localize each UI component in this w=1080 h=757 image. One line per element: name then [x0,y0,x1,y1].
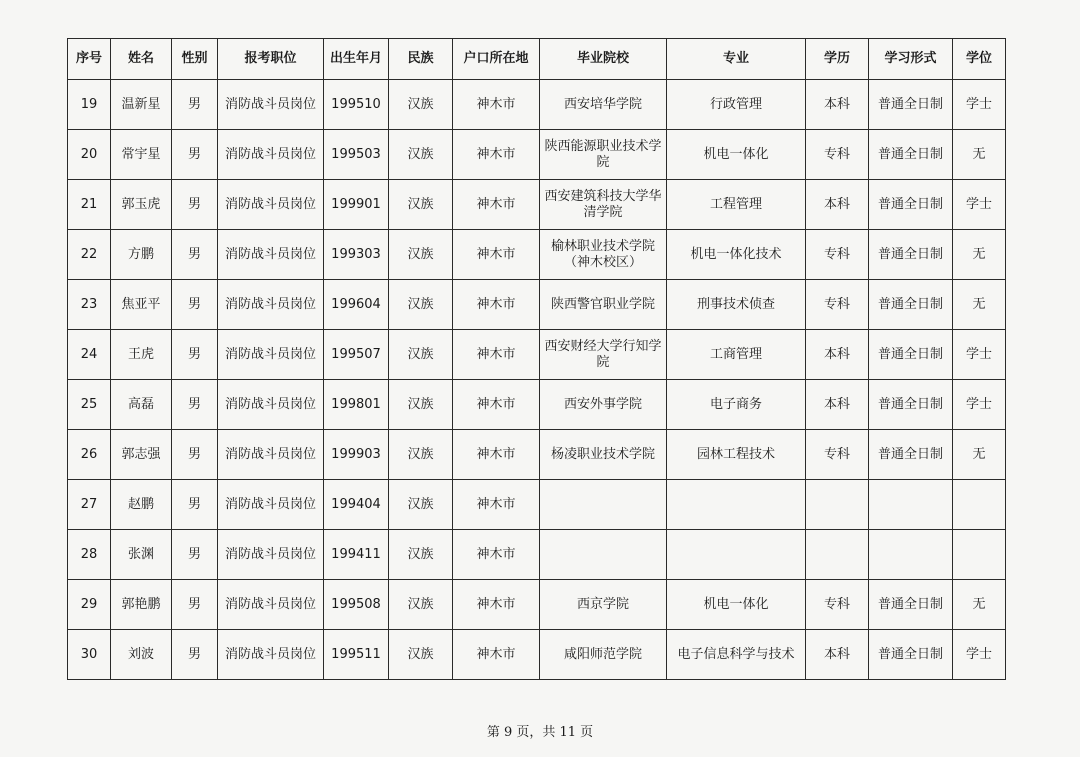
table-cell: 神木市 [453,130,540,180]
table-cell: 30 [68,630,111,680]
table-row [68,430,1006,480]
table-cell: 本科 [806,330,869,380]
table-row [68,480,1006,530]
column-header: 学习形式 [869,39,953,80]
table-cell: 郭志强 [111,430,172,480]
table-cell: 无 [953,280,1006,330]
table-cell: 汉族 [389,180,453,230]
table-cell: 22 [68,230,111,280]
table-cell: 汉族 [389,130,453,180]
table-cell: 199901 [324,180,389,230]
table-cell [540,480,667,530]
table-cell: 199903 [324,430,389,480]
table-cell: 199510 [324,80,389,130]
table-row [68,580,1006,630]
column-header: 性别 [172,39,218,80]
table-cell: 19 [68,80,111,130]
table-cell: 专科 [806,430,869,480]
table-cell [667,480,806,530]
table-cell: 男 [172,130,218,180]
page-footer: 第 9 页，共 11 页 [486,725,594,740]
table-cell: 神木市 [453,380,540,430]
table-cell: 神木市 [453,630,540,680]
table-cell: 汉族 [389,80,453,130]
column-header: 学历 [806,39,869,80]
table-cell: 电子信息科学与技术 [667,630,806,680]
table-cell [953,480,1006,530]
table-cell: 郭玉虎 [111,180,172,230]
candidate-table [67,38,1006,680]
table-cell: 199604 [324,280,389,330]
table-cell [806,530,869,580]
table-cell: 28 [68,530,111,580]
table-row [68,180,1006,230]
table-cell: 咸阳师范学院 [540,630,667,680]
table-cell: 榆林职业技术学院（神木校区） [540,230,667,280]
table-cell: 神木市 [453,530,540,580]
table-cell: 神木市 [453,80,540,130]
table-row [68,80,1006,130]
table-cell: 男 [172,630,218,680]
table-cell: 消防战斗员岗位 [218,80,324,130]
table-cell: 消防战斗员岗位 [218,180,324,230]
table-cell: 无 [953,230,1006,280]
table-cell: 20 [68,130,111,180]
table-cell: 汉族 [389,330,453,380]
table-cell: 普通全日制 [869,80,953,130]
table-cell: 汉族 [389,530,453,580]
table-cell: 学士 [953,180,1006,230]
table-cell: 王虎 [111,330,172,380]
table-cell: 消防战斗员岗位 [218,230,324,280]
table-cell: 24 [68,330,111,380]
table-cell: 郭艳鹏 [111,580,172,630]
table-cell: 普通全日制 [869,430,953,480]
table-header-row [68,39,1006,80]
column-header: 毕业院校 [540,39,667,80]
table-cell: 26 [68,430,111,480]
table-cell: 神木市 [453,330,540,380]
table-cell: 男 [172,580,218,630]
column-header: 专业 [667,39,806,80]
table-cell [869,530,953,580]
table-cell: 专科 [806,280,869,330]
table-cell: 陕西能源职业技术学院 [540,130,667,180]
table-cell: 25 [68,380,111,430]
table-cell: 男 [172,530,218,580]
table-cell: 神木市 [453,580,540,630]
table-cell: 消防战斗员岗位 [218,480,324,530]
table-cell: 21 [68,180,111,230]
table-cell: 行政管理 [667,80,806,130]
table-cell: 消防战斗员岗位 [218,530,324,580]
table-cell: 学士 [953,630,1006,680]
table-cell: 本科 [806,80,869,130]
column-header: 出生年月 [324,39,389,80]
table-cell: 男 [172,180,218,230]
table-cell: 汉族 [389,230,453,280]
table-cell: 无 [953,580,1006,630]
table-cell: 23 [68,280,111,330]
table-cell: 男 [172,430,218,480]
table-row [68,230,1006,280]
table-cell: 男 [172,280,218,330]
table-cell: 常宇星 [111,130,172,180]
table-cell: 电子商务 [667,380,806,430]
table-cell: 消防战斗员岗位 [218,130,324,180]
table-cell: 男 [172,480,218,530]
table-cell: 消防战斗员岗位 [218,380,324,430]
table-cell: 汉族 [389,580,453,630]
table-cell: 普通全日制 [869,380,953,430]
table-cell: 普通全日制 [869,230,953,280]
column-header: 户口所在地 [453,39,540,80]
table-cell: 普通全日制 [869,130,953,180]
table-cell: 男 [172,230,218,280]
column-header: 学位 [953,39,1006,80]
table-cell: 西京学院 [540,580,667,630]
table-body [68,80,1006,680]
table-cell: 方鹏 [111,230,172,280]
table-cell: 学士 [953,80,1006,130]
table-cell: 张渊 [111,530,172,580]
table-cell: 27 [68,480,111,530]
table-cell: 普通全日制 [869,630,953,680]
table-cell: 杨凌职业技术学院 [540,430,667,480]
table-row [68,280,1006,330]
table-cell: 温新星 [111,80,172,130]
column-header: 民族 [389,39,453,80]
table-cell: 普通全日制 [869,180,953,230]
table-cell: 神木市 [453,480,540,530]
table-cell: 焦亚平 [111,280,172,330]
table-cell: 199404 [324,480,389,530]
table-cell [806,480,869,530]
table-cell: 专科 [806,130,869,180]
column-header: 姓名 [111,39,172,80]
table-cell: 机电一体化 [667,580,806,630]
table-row [68,330,1006,380]
table-row [68,130,1006,180]
table-row [68,630,1006,680]
table-cell: 神木市 [453,180,540,230]
table-cell: 男 [172,380,218,430]
table-cell: 工商管理 [667,330,806,380]
table-cell: 199507 [324,330,389,380]
table-cell: 赵鹏 [111,480,172,530]
table-cell: 本科 [806,180,869,230]
table-cell: 西安财经大学行知学院 [540,330,667,380]
table-cell: 汉族 [389,480,453,530]
table-cell: 汉族 [389,630,453,680]
table-cell: 男 [172,80,218,130]
table-cell: 神木市 [453,430,540,480]
table-cell: 普通全日制 [869,280,953,330]
table-cell: 神木市 [453,230,540,280]
table-cell: 普通全日制 [869,580,953,630]
table-cell: 199508 [324,580,389,630]
table-cell: 学士 [953,380,1006,430]
table-cell: 园林工程技术 [667,430,806,480]
table-row [68,380,1006,430]
table-cell: 专科 [806,580,869,630]
table-cell: 工程管理 [667,180,806,230]
table-cell [869,480,953,530]
table-cell: 本科 [806,380,869,430]
table-cell: 神木市 [453,280,540,330]
table-cell: 199303 [324,230,389,280]
table-cell: 高磊 [111,380,172,430]
table-cell: 无 [953,430,1006,480]
table-cell [540,530,667,580]
table-cell: 普通全日制 [869,330,953,380]
table-cell [667,530,806,580]
table-cell: 199511 [324,630,389,680]
table-cell: 机电一体化技术 [667,230,806,280]
table-row [68,530,1006,580]
table-cell: 汉族 [389,380,453,430]
table-cell: 刘波 [111,630,172,680]
table-cell: 无 [953,130,1006,180]
table-cell: 西安建筑科技大学华清学院 [540,180,667,230]
table-cell: 消防战斗员岗位 [218,280,324,330]
table-cell: 汉族 [389,430,453,480]
table-cell: 学士 [953,330,1006,380]
column-header: 序号 [68,39,111,80]
table-cell: 消防战斗员岗位 [218,330,324,380]
table-cell: 199411 [324,530,389,580]
table-cell: 199503 [324,130,389,180]
table-cell [953,530,1006,580]
table-cell: 西安培华学院 [540,80,667,130]
table-cell: 专科 [806,230,869,280]
table-cell: 消防战斗员岗位 [218,580,324,630]
table-cell: 刑事技术侦查 [667,280,806,330]
table-cell: 29 [68,580,111,630]
table-cell: 本科 [806,630,869,680]
table-cell: 消防战斗员岗位 [218,430,324,480]
table-cell: 西安外事学院 [540,380,667,430]
table-cell: 199801 [324,380,389,430]
table-cell: 男 [172,330,218,380]
table-cell: 消防战斗员岗位 [218,630,324,680]
column-header: 报考职位 [218,39,324,80]
table-cell: 汉族 [389,280,453,330]
table-cell: 陕西警官职业学院 [540,280,667,330]
table-cell: 机电一体化 [667,130,806,180]
